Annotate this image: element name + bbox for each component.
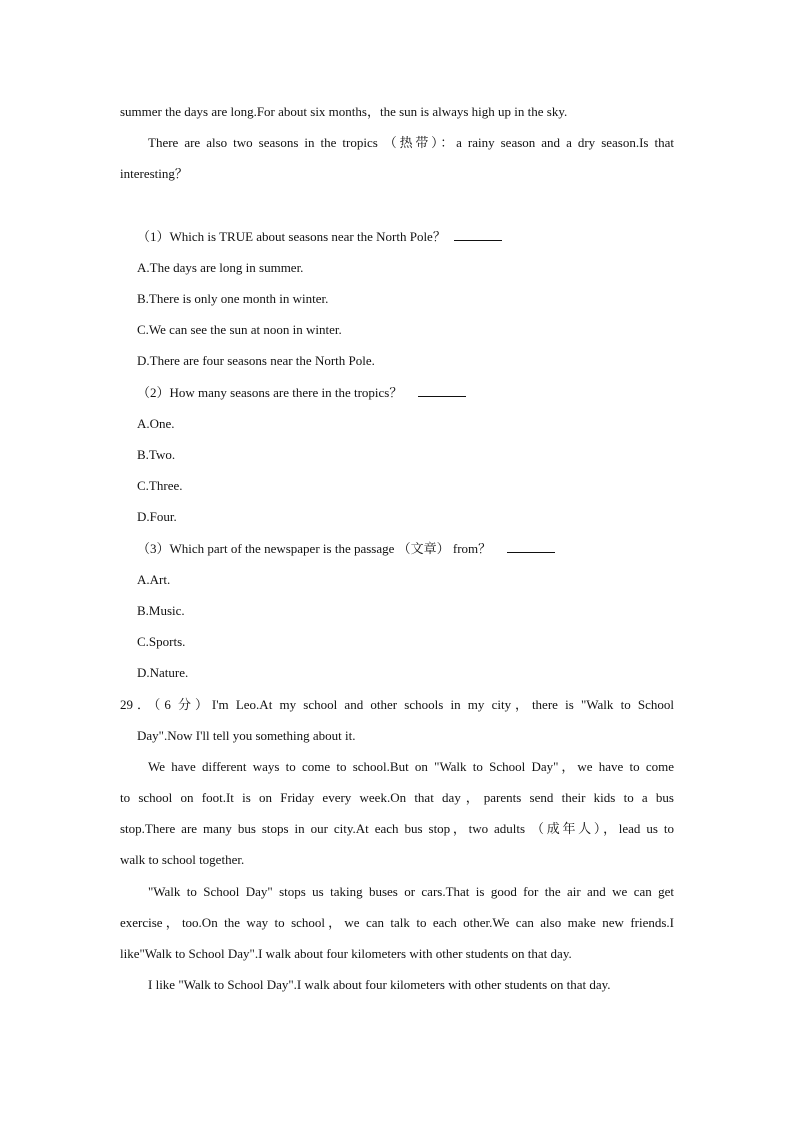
passage-line: interesting？	[120, 166, 188, 181]
answer-option: B.Music.	[137, 603, 185, 618]
answer-option: D.Four.	[137, 509, 177, 524]
passage-line: to school on foot.It is on Friday every week.On that day，parents send their kids to a bus	[120, 790, 674, 805]
passage-line: I like "Walk to School Day".I walk about four kilometers with other students on that day.	[148, 977, 611, 992]
question-text: （1）Which is TRUE about seasons near the North Pole？	[137, 229, 446, 244]
passage-line: walk to school together.	[120, 852, 245, 867]
question-29-header: 29．（6 分）I'm Leo.At my school and other schools in my city，there is "Walk to School	[120, 697, 674, 712]
answer-option: D.There are four seasons near the North Pole.	[137, 353, 375, 368]
passage-line: summer the days are long.For about six months，the sun is always high up in the sky.	[120, 104, 568, 119]
passage-line: There are also two seasons in the tropics （热带）：a rainy season and a dry season.Is that	[148, 135, 674, 150]
answer-blank[interactable]	[454, 230, 502, 241]
passage-line: stop.There are many bus stops in our city.At each bus stop，two adults （成年人），lead us to	[120, 821, 674, 836]
answer-option: C.Sports.	[137, 634, 186, 649]
answer-option: B.There is only one month in winter.	[137, 291, 329, 306]
question-stem	[137, 541, 555, 557]
answer-option: A.Art.	[137, 572, 171, 587]
answer-blank[interactable]	[507, 542, 555, 553]
question-stem	[137, 229, 502, 245]
passage-line: like"Walk to School Day".I walk about four kilometers with other students on that day.	[120, 946, 572, 961]
passage-line: "Walk to School Day" stops us taking buses or cars.That is good for the air and we can get	[148, 884, 674, 899]
question-stem	[137, 385, 466, 401]
answer-option: A.The days are long in summer.	[137, 260, 304, 275]
answer-option: C.Three.	[137, 478, 183, 493]
question-text: （2）How many seasons are there in the tropics？	[137, 385, 403, 400]
question-29-header: Day".Now I'll tell you something about it.	[137, 728, 356, 743]
question-text: （3）Which part of the newspaper is the passage （文章） from？	[137, 541, 492, 556]
answer-option: A.One.	[137, 416, 175, 431]
answer-option: B.Two.	[137, 447, 176, 462]
answer-option: D.Nature.	[137, 665, 189, 680]
answer-blank[interactable]	[418, 386, 466, 397]
answer-option: C.We can see the sun at noon in winter.	[137, 322, 342, 337]
passage-line: We have different ways to come to school.But on "Walk to School Day"，we have to come	[148, 759, 674, 774]
passage-line: exercise，too.On the way to school，we can talk to each other.We can also make new friends.I	[120, 915, 674, 930]
